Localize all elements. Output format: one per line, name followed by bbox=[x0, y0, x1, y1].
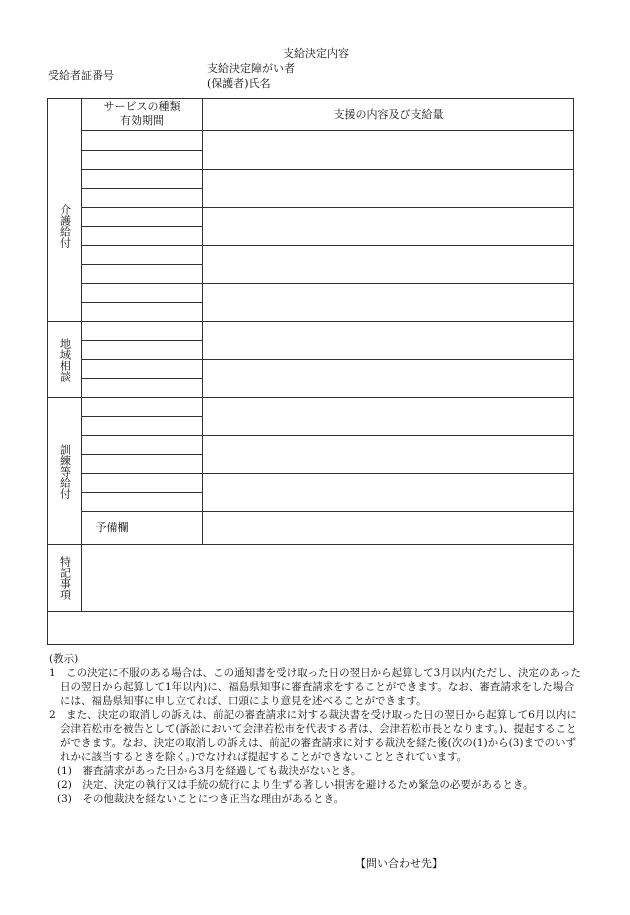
instruction-item-1: 1 この決定に不服のある場合は、この通知書を受け取った日の翌日から起算して3月以内(ただし、決定のあった日の翌日から起算して1年以内)に、福島県知事に審査請求をすることができます。なお、審査請求をした場合には、福島県知事に申し立てれば、口頭により意見を述べることができます。 bbox=[49, 667, 581, 707]
instructions-heading: (教示) bbox=[49, 653, 79, 665]
section-tokki-label: 特記事項 bbox=[58, 556, 72, 600]
section-chiiki-label: 地域相談 bbox=[58, 338, 72, 382]
document-title: 支給決定内容 bbox=[283, 47, 349, 60]
col1-header: サービスの種類 有効期間 bbox=[103, 100, 181, 127]
person-label-line2: (保護者)氏名 bbox=[207, 77, 271, 90]
instructions-section bbox=[49, 652, 581, 806]
col2-header: 支援の内容及び支給量 bbox=[333, 108, 444, 121]
section-kaigo-label: 介護給付 bbox=[58, 204, 72, 248]
instruction-item-2: 2 また、決定の取消しの訴えは、前記の審査請求に対する裁決書を受け取った日の翌日から起算して6月以内に会津若松市を被告として(訴訟において会津若松市を代表する者は、会津若松市長となります。)、提起することができます。なお、決定の取消しの訴えは、前記の審査請求に対する裁決を経た後(次の(1)から(3)までのいずれかに該当するときを除く。)でなければ提起することができないこととされています。 bbox=[49, 709, 577, 763]
recipient-number-label: 受給者証番号 bbox=[48, 69, 114, 82]
reserve-label: 予備欄 bbox=[95, 521, 129, 534]
instruction-sub-3: (3) その他裁決を経ないことにつき正当な理由があるとき。 bbox=[57, 793, 345, 805]
person-label-line1: 支給決定障がい者 bbox=[207, 62, 295, 75]
contact-label: 【問い合わせ先】 bbox=[355, 857, 443, 870]
instruction-sub-1: (1) 審査請求があった日から3月を経過しても裁決がないとき。 bbox=[57, 765, 362, 777]
instruction-sub-2: (2) 決定、決定の執行又は手続の続行により生ずる著しい損害を避けるため緊急の必要があるとき。 bbox=[57, 779, 534, 791]
section-kunren-label: 訓練等給付 bbox=[58, 443, 72, 499]
decision-table bbox=[47, 98, 574, 645]
